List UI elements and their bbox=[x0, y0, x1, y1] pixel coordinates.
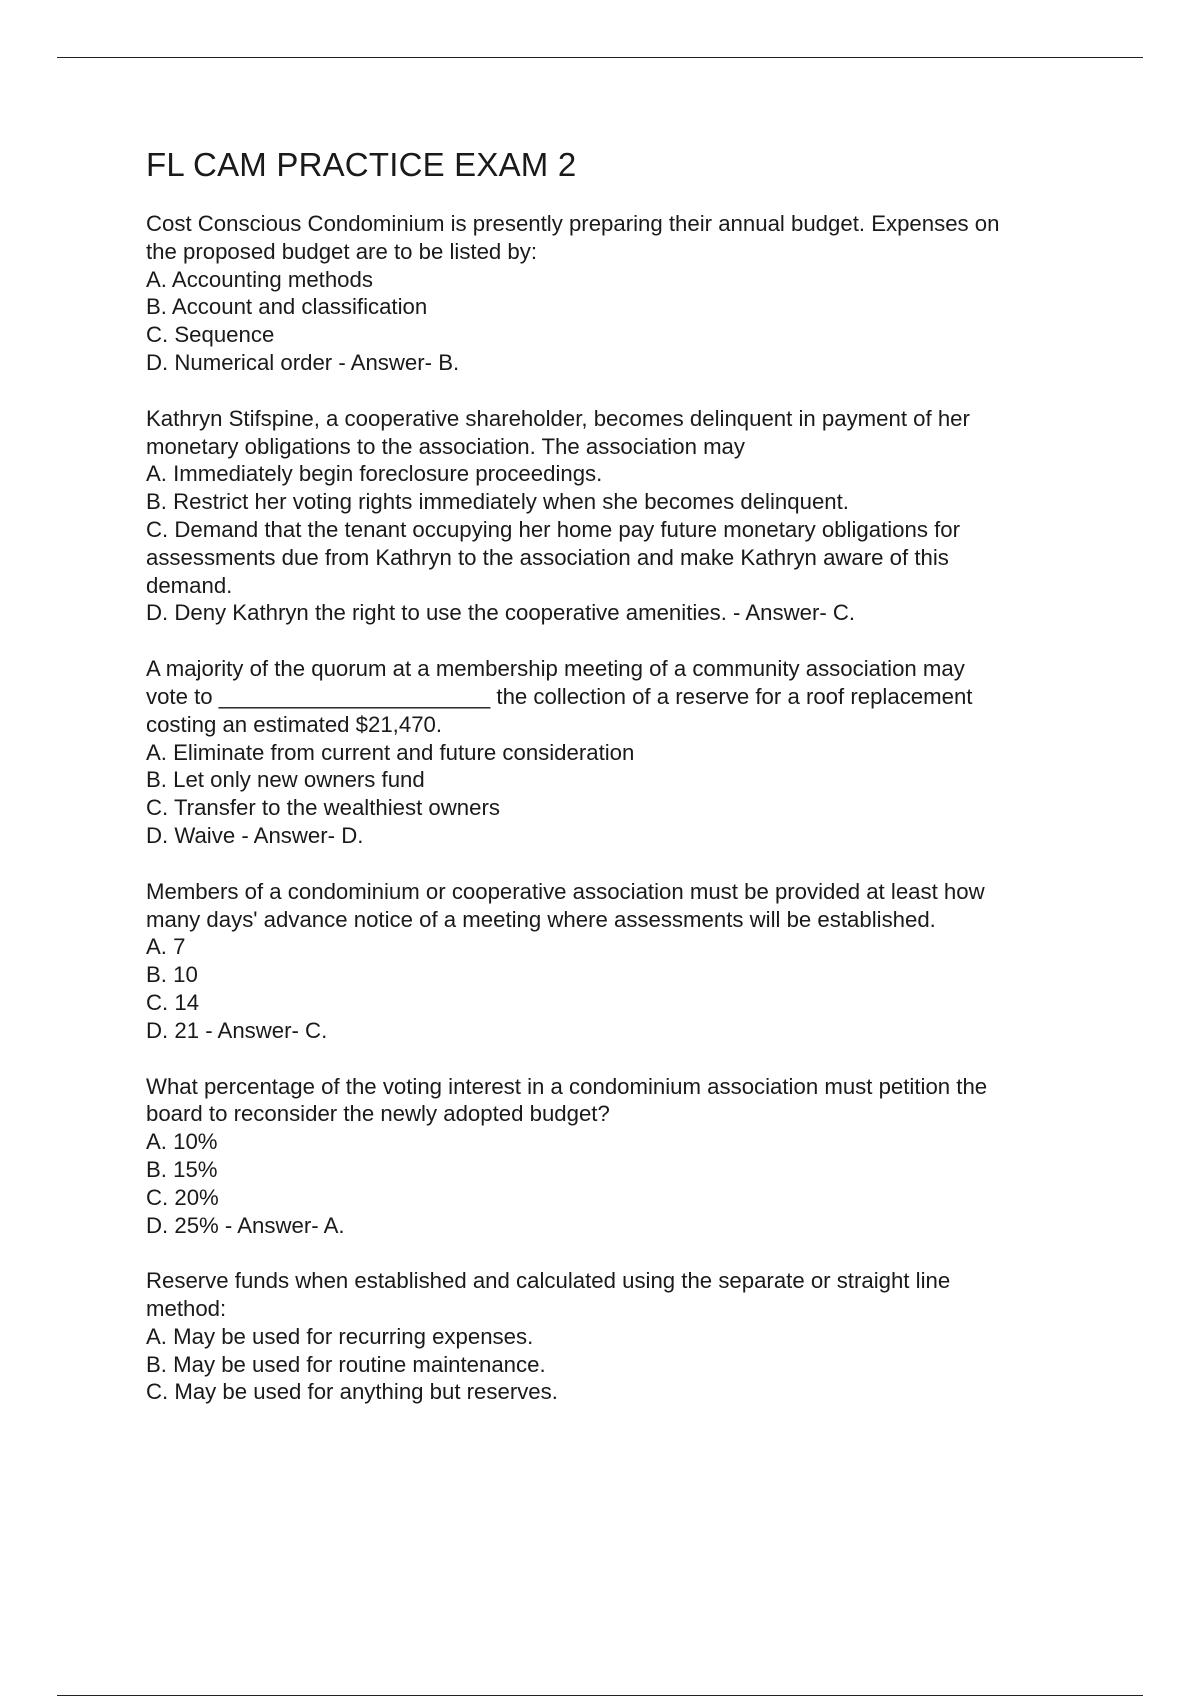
question-line: costing an estimated $21,470. bbox=[146, 711, 443, 737]
answer-option: D. Waive - Answer- D. bbox=[146, 822, 364, 848]
answer-option: assessments due from Kathryn to the association and make Kathryn aware of this bbox=[146, 544, 949, 570]
answer-option: D. 21 - Answer- C. bbox=[146, 1017, 328, 1043]
question-line: method: bbox=[146, 1296, 227, 1322]
page-title: FL CAM PRACTICE EXAM 2 bbox=[146, 146, 577, 183]
question-line: the proposed budget are to be listed by: bbox=[146, 238, 538, 264]
answer-option: C. 20% bbox=[146, 1184, 219, 1210]
question-line: vote to ______________________ the collection of a reserve for a roof replacement bbox=[146, 683, 973, 709]
document-body bbox=[146, 142, 1086, 1434]
question-line: Members of a condominium or cooperative association must be provided at least how bbox=[146, 878, 985, 904]
question-line: Kathryn Stifspine, a cooperative shareholder, becomes delinquent in payment of her bbox=[146, 405, 970, 431]
answer-option: B. Let only new owners fund bbox=[146, 767, 425, 793]
answer-option: A. Immediately begin foreclosure proceedings. bbox=[146, 461, 603, 487]
answer-option: C. Transfer to the wealthiest owners bbox=[146, 795, 500, 821]
question-line: What percentage of the voting interest in a condominium association must petition the bbox=[146, 1073, 988, 1099]
answer-option: A. 10% bbox=[146, 1129, 218, 1155]
answer-option: A. May be used for recurring expenses. bbox=[146, 1323, 534, 1349]
question-line: Cost Conscious Condominium is presently preparing their annual budget. Expenses on bbox=[146, 211, 1000, 236]
question-block bbox=[146, 878, 1086, 1045]
question-line: Reserve funds when established and calculated using the separate or straight line bbox=[146, 1268, 951, 1294]
top-rule bbox=[57, 57, 1143, 58]
answer-option: A. 7 bbox=[146, 934, 186, 960]
answer-option: C. May be used for anything but reserves. bbox=[146, 1379, 558, 1405]
answer-option: B. Restrict her voting rights immediately when she becomes delinquent. bbox=[146, 489, 849, 515]
question-line: monetary obligations to the association. The association may bbox=[146, 433, 745, 459]
answer-option: D. Numerical order - Answer- B. bbox=[146, 349, 460, 375]
question-block bbox=[146, 405, 1086, 627]
question-line: board to reconsider the newly adopted budget? bbox=[146, 1101, 610, 1127]
answer-option: B. May be used for routine maintenance. bbox=[146, 1351, 546, 1377]
question-block bbox=[146, 1073, 1086, 1240]
answer-option: C. Sequence bbox=[146, 322, 275, 348]
answer-option: B. 15% bbox=[146, 1156, 218, 1182]
answer-option: A. Eliminate from current and future consideration bbox=[146, 739, 635, 765]
answer-option: C. Demand that the tenant occupying her home pay future monetary obligations for bbox=[146, 516, 961, 542]
answer-option: D. Deny Kathryn the right to use the cooperative amenities. - Answer- C. bbox=[146, 600, 856, 626]
question-block bbox=[146, 1267, 1086, 1406]
answer-option: C. 14 bbox=[146, 989, 200, 1015]
question-line: many days' advance notice of a meeting where assessments will be established. bbox=[146, 906, 936, 932]
question-block bbox=[146, 655, 1086, 850]
answer-option: B. 10 bbox=[146, 962, 198, 988]
answer-option: A. Accounting methods bbox=[146, 266, 373, 292]
question-line: A majority of the quorum at a membership meeting of a community association may bbox=[146, 656, 965, 682]
answer-option: demand. bbox=[146, 572, 233, 598]
answer-option: B. Account and classification bbox=[146, 294, 428, 320]
answer-option: D. 25% - Answer- A. bbox=[146, 1212, 345, 1238]
bottom-rule bbox=[57, 1695, 1143, 1696]
question-block bbox=[146, 210, 1086, 377]
